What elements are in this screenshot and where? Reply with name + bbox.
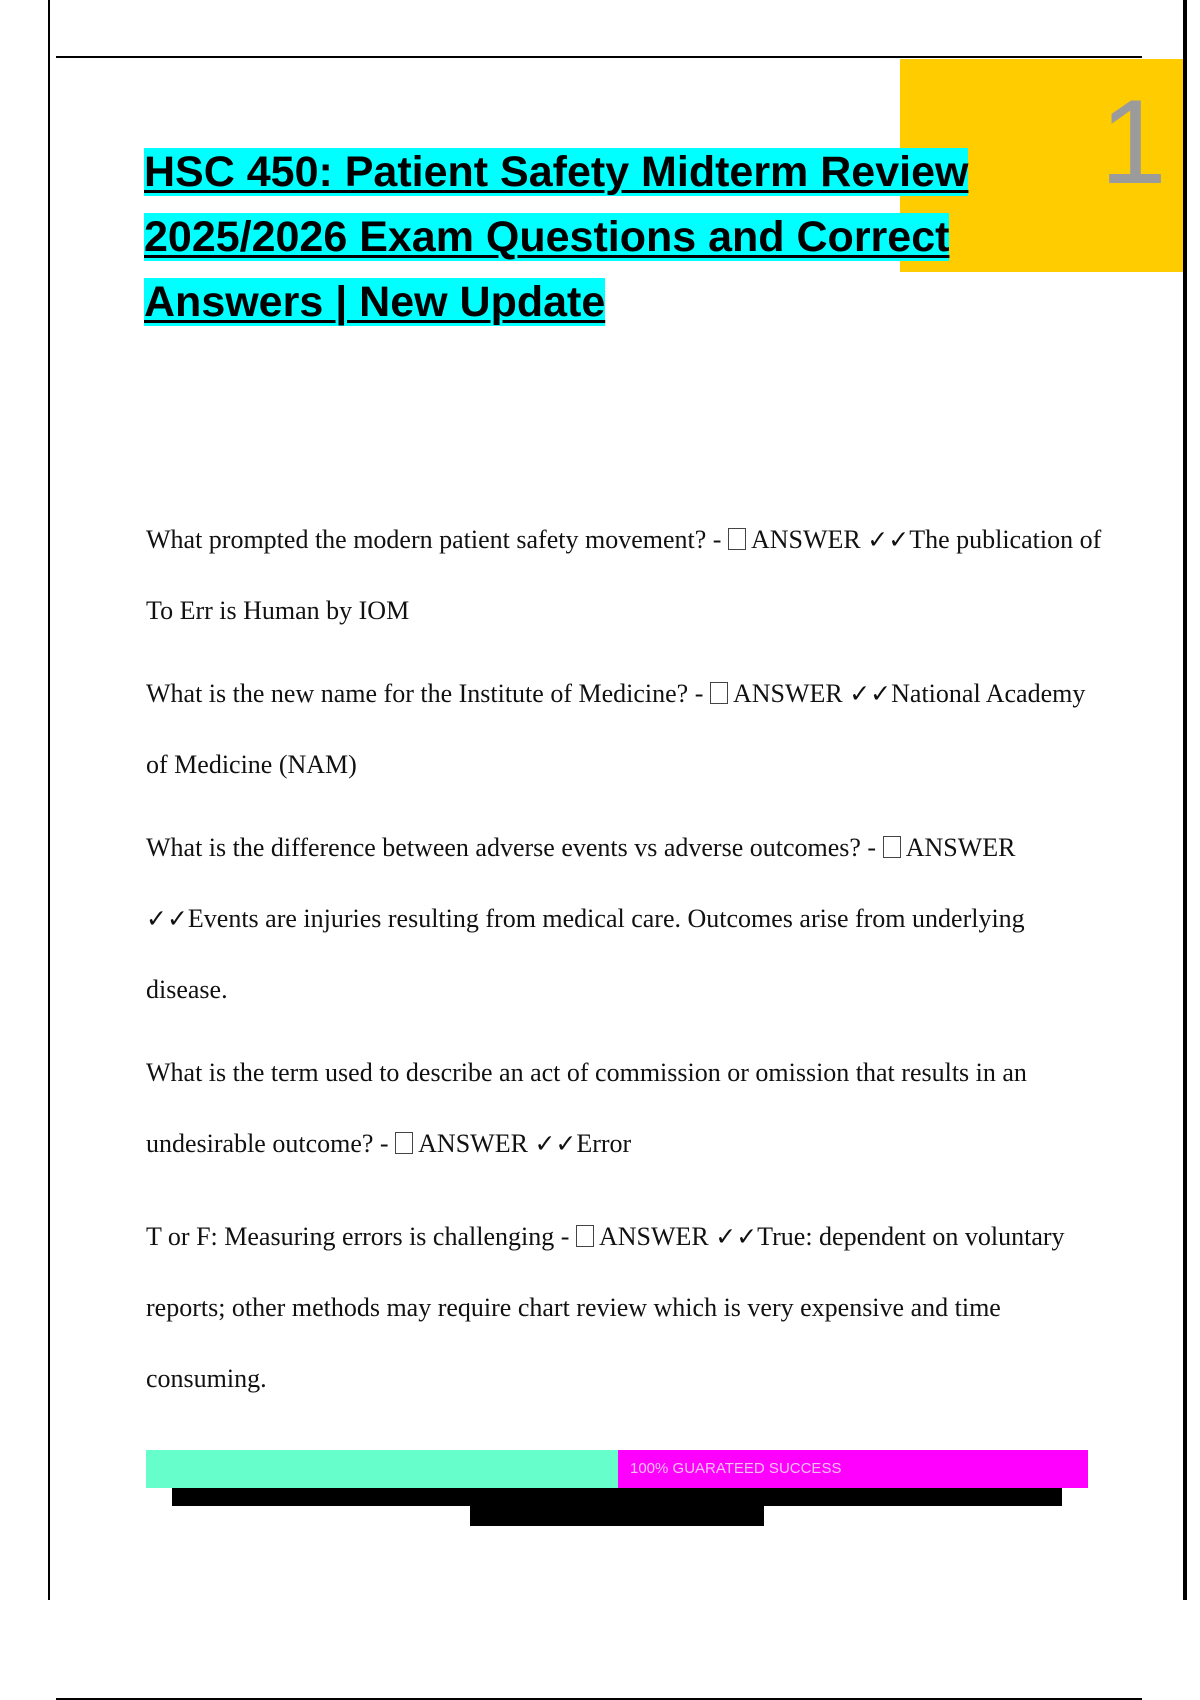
answer-text: The publication of To Err is Human by IOM	[146, 525, 1102, 625]
title-line-2: 2025/2026 Exam Questions and Correct	[144, 213, 950, 261]
qa-item	[146, 1037, 1106, 1179]
answer-text: True: dependent on voluntary reports; other methods may require chart review which is very expensive and time consuming.	[146, 1222, 1065, 1393]
double-check-icon: ✓✓	[715, 1222, 758, 1251]
qa-item	[146, 504, 1106, 646]
missing-glyph-icon	[883, 836, 901, 858]
answer-label: ANSWER	[418, 1129, 528, 1158]
double-check-icon: ✓✓	[146, 904, 188, 933]
document-title	[144, 140, 1084, 335]
answer-label: ANSWER	[751, 525, 861, 554]
answer-label: ANSWER	[598, 1222, 709, 1251]
double-check-icon: ✓✓	[867, 525, 910, 554]
qa-item	[146, 658, 1106, 800]
double-check-icon: ✓✓	[849, 679, 892, 708]
missing-glyph-icon	[395, 1132, 413, 1154]
title-line-1: HSC 450: Patient Safety Midterm Review	[144, 148, 969, 196]
header-rule	[56, 56, 1142, 58]
missing-glyph-icon	[576, 1225, 594, 1247]
answer-text: Events are injuries resulting from medical care. Outcomes arise from underlying disease.	[146, 904, 1025, 1004]
question-text: What is the difference between adverse events vs adverse outcomes? -	[146, 833, 883, 862]
qa-item	[146, 1201, 1106, 1414]
page-border-right	[1183, 0, 1187, 1600]
footer-black-bar	[172, 1488, 1062, 1506]
answer-text: National Academy of Medicine (NAM)	[146, 679, 1086, 779]
title-line-3: Answers | New Update	[144, 278, 606, 326]
question-text: What is the term used to describe an act of commission or omission that results in an undesirable outcome? -	[146, 1058, 1027, 1158]
footer-green-band	[146, 1450, 618, 1488]
question-text: What is the new name for the Institute of Medicine? -	[146, 679, 710, 708]
double-check-icon: ✓✓	[534, 1129, 577, 1158]
answer-text: Error	[576, 1129, 632, 1158]
footer-banner	[146, 1450, 1088, 1488]
footer-tagline: 100% GUARATEED SUCCESS	[618, 1450, 1088, 1488]
answer-label: ANSWER	[905, 833, 1016, 862]
answer-label: ANSWER	[732, 679, 843, 708]
page-number: 1	[1100, 75, 1167, 209]
footer-black-tab	[470, 1506, 764, 1526]
question-text: T or F: Measuring errors is challenging -	[146, 1222, 576, 1251]
qa-item	[146, 812, 1106, 1025]
page-border-left	[48, 0, 50, 1600]
question-text: What prompted the modern patient safety movement? -	[146, 525, 728, 554]
qa-list	[146, 504, 1106, 1426]
missing-glyph-icon	[710, 682, 728, 704]
missing-glyph-icon	[728, 528, 746, 550]
